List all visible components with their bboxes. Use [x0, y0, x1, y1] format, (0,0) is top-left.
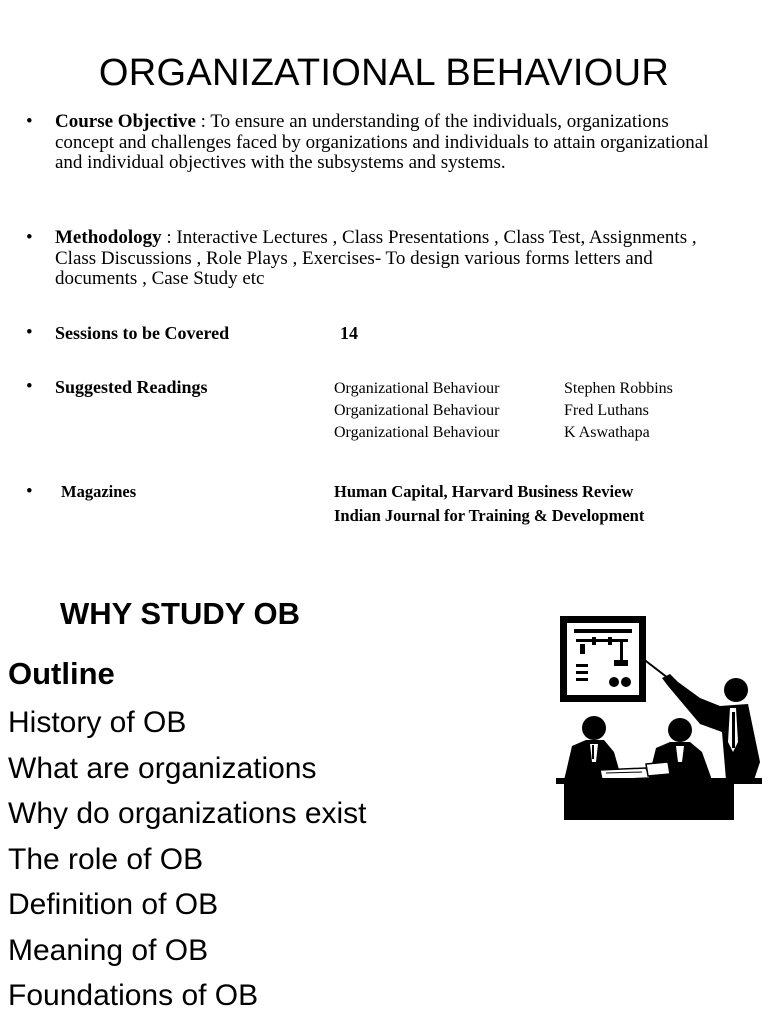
- outline-item: Meaning of OB: [8, 933, 209, 967]
- book-list: [334, 378, 499, 444]
- magazine-line: Human Capital, Harvard Business Review: [334, 482, 634, 501]
- methodology: [55, 228, 715, 290]
- course-objective: [55, 112, 715, 174]
- book-author: Stephen Robbins: [564, 380, 673, 397]
- outline-list: [8, 700, 367, 1019]
- page-title: ORGANIZATIONAL BEHAVIOUR: [98, 52, 670, 94]
- suggested-readings-label: Suggested Readings: [55, 377, 208, 397]
- outline-item: The role of OB: [8, 842, 204, 876]
- book-author: K Aswathapa: [564, 424, 650, 441]
- book-title: Organizational Behaviour: [334, 380, 500, 397]
- sessions-value: 14: [340, 323, 358, 343]
- magazine-list: [334, 480, 644, 528]
- book-author: Fred Luthans: [564, 402, 649, 419]
- outline-item: Definition of OB: [8, 888, 219, 921]
- magazine-line: Indian Journal for Training & Development: [334, 506, 645, 525]
- bullet-icon: •: [26, 376, 33, 397]
- methodology-label: Methodology: [55, 227, 162, 248]
- outline-item: Foundations of OB: [8, 979, 259, 1012]
- course-objective-label: Course Objective: [55, 111, 196, 132]
- course-objective-text: : To ensure an understanding of the individuals, organizations concept and challenges faced by organizations and individuals to attain organizational and individual objectives with the subsystems and systems.: [55, 111, 709, 173]
- author-list: [564, 378, 673, 444]
- methodology-text: : Interactive Lectures , Class Presentations , Class Test, Assignments , Class Discussions , Role Plays , Exercises- To design various forms letters and documents , Case Study etc: [55, 227, 697, 289]
- magazines-label: Magazines: [61, 482, 137, 501]
- bullet-icon: •: [26, 227, 33, 248]
- sessions-label: Sessions to be Covered: [55, 323, 230, 343]
- bullet-icon: •: [26, 481, 33, 502]
- outline-item: What are organizations: [8, 751, 317, 785]
- book-title: Organizational Behaviour: [334, 402, 500, 419]
- why-study-heading: WHY STUDY OB: [60, 596, 300, 631]
- outline-item: Why do organizations exist: [8, 797, 367, 830]
- book-title: Organizational Behaviour: [334, 424, 500, 441]
- outline-heading: Outline: [8, 656, 115, 691]
- bullet-icon: •: [26, 322, 33, 343]
- outline-item: History of OB: [8, 706, 187, 739]
- presentation-meeting-icon: [550, 612, 765, 824]
- bullet-icon: •: [26, 111, 33, 132]
